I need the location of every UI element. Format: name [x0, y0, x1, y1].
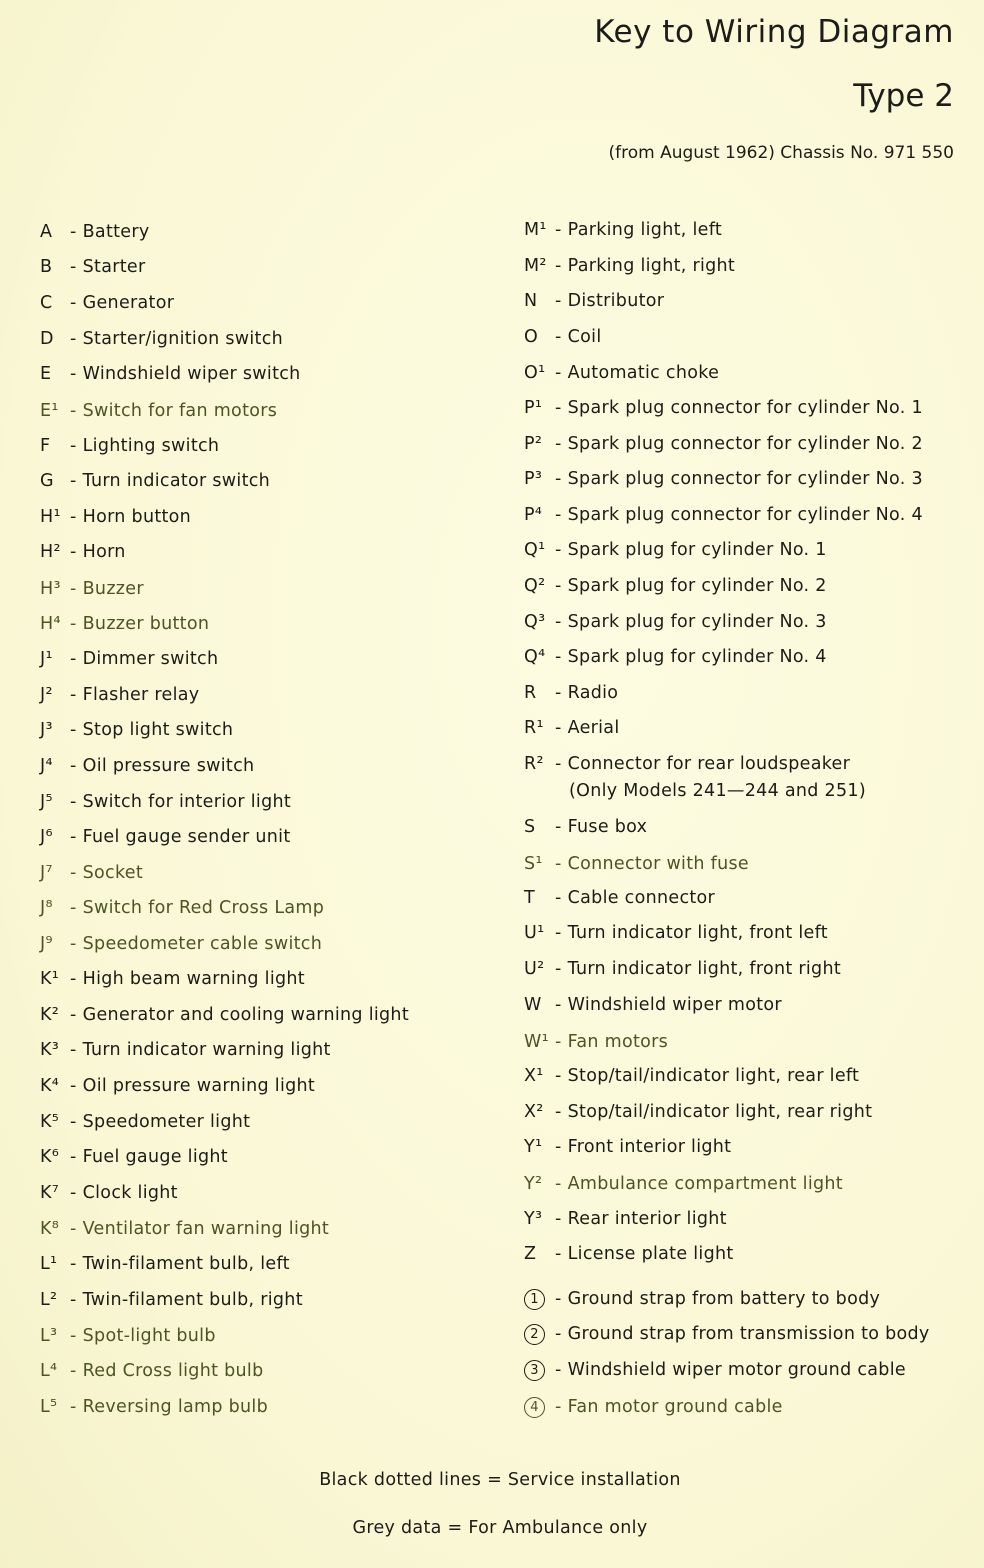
key-code: M²	[524, 256, 547, 276]
key-dash: -	[70, 1397, 77, 1417]
key-dash: -	[70, 1147, 77, 1167]
key-label: Aerial	[567, 718, 620, 738]
key-code: J¹	[40, 649, 53, 669]
key-label: Horn	[82, 542, 126, 562]
key-code: L¹	[40, 1254, 58, 1274]
key-entry	[524, 1396, 783, 1418]
key-code: J⁹	[40, 934, 53, 954]
key-code: K⁷	[40, 1183, 60, 1203]
key-label: Turn indicator light, front left	[567, 923, 828, 943]
key-dash: -	[70, 969, 77, 989]
key-code: J⁷	[40, 863, 53, 883]
key-entry	[524, 1288, 880, 1310]
key-dash: -	[70, 1326, 77, 1346]
key-dash: -	[555, 1397, 562, 1417]
key-dash: -	[555, 718, 562, 738]
key-code: Y¹	[524, 1137, 543, 1157]
key-dash: -	[70, 827, 77, 847]
key-entry	[40, 648, 218, 670]
key-dash: -	[555, 469, 562, 489]
key-code: L³	[40, 1326, 58, 1346]
key-dash: -	[555, 817, 562, 837]
key-code	[524, 1359, 555, 1381]
key-label: Distributor	[567, 291, 665, 311]
key-label: Fan motors	[567, 1032, 669, 1052]
key-code: W¹	[524, 1032, 549, 1052]
key-label: Spark plug for cylinder No. 3	[567, 612, 827, 632]
page-title: Key to Wiring Diagram	[594, 14, 954, 50]
key-code: P²	[524, 434, 543, 454]
key-code: D	[40, 329, 54, 349]
key-dash: -	[70, 614, 77, 634]
key-label: Automatic choke	[567, 363, 720, 383]
key-code: K⁴	[40, 1076, 60, 1096]
key-label: Connector with fuse	[567, 854, 749, 874]
key-entry	[524, 397, 923, 419]
key-label: Rear interior light	[567, 1209, 727, 1229]
key-label: Spark plug connector for cylinder No. 1	[567, 398, 923, 418]
key-entry	[40, 578, 144, 600]
key-code: H²	[40, 542, 61, 562]
key-entry	[524, 255, 735, 277]
key-code: Q¹	[524, 540, 546, 560]
key-code: B	[40, 257, 53, 277]
key-code: P³	[524, 469, 543, 489]
key-label: Twin-filament bulb, right	[82, 1290, 303, 1310]
key-code: L⁵	[40, 1397, 58, 1417]
key-code	[524, 1288, 555, 1310]
key-label: Battery	[82, 222, 150, 242]
key-label: Parking light, left	[567, 220, 723, 240]
key-dash: -	[555, 256, 562, 276]
key-label: Speedometer cable switch	[82, 934, 323, 954]
key-dash: -	[555, 1324, 562, 1344]
key-entry	[40, 1039, 331, 1061]
legend-grey-data: Grey data = For Ambulance only	[352, 1518, 648, 1538]
key-entry	[40, 1360, 264, 1382]
key-dash: -	[70, 1040, 77, 1060]
key-entry	[524, 468, 923, 490]
key-code: L⁴	[40, 1361, 58, 1381]
key-dash: -	[555, 1137, 562, 1157]
key-entry	[40, 541, 126, 563]
key-code: H³	[40, 579, 61, 599]
key-entry	[524, 853, 749, 875]
key-dash: -	[70, 863, 77, 883]
key-dash: -	[555, 363, 562, 383]
key-dash: -	[555, 540, 562, 560]
key-label: Fuse box	[567, 817, 648, 837]
key-dash: -	[555, 291, 562, 311]
key-label: Twin-filament bulb, left	[82, 1254, 290, 1274]
key-dash: -	[70, 293, 77, 313]
key-label: Clock light	[82, 1183, 178, 1203]
key-entry	[40, 684, 199, 706]
key-entry	[524, 646, 827, 668]
key-entry	[524, 1208, 727, 1230]
key-code: S¹	[524, 854, 543, 874]
key-dash: -	[70, 222, 77, 242]
key-code: Y³	[524, 1209, 543, 1229]
key-label: Switch for Red Cross Lamp	[82, 898, 325, 918]
key-code: K⁶	[40, 1147, 60, 1167]
key-label: Switch for interior light	[82, 792, 292, 812]
key-code: S	[524, 817, 536, 837]
key-entry	[40, 221, 150, 243]
key-entry	[524, 887, 715, 909]
key-entry	[524, 753, 866, 802]
key-dash: -	[70, 401, 77, 421]
key-dash: -	[555, 505, 562, 525]
key-entry	[524, 219, 722, 241]
key-dash: -	[555, 434, 562, 454]
page-subtitle: Type 2	[853, 78, 954, 114]
key-entry	[524, 1101, 872, 1123]
key-dash: -	[70, 507, 77, 527]
key-dash: -	[555, 1032, 562, 1052]
key-code: J⁶	[40, 827, 53, 847]
key-code: J⁴	[40, 756, 53, 776]
key-entry	[40, 613, 209, 635]
key-dash: -	[70, 471, 77, 491]
key-code: K⁵	[40, 1112, 60, 1132]
key-code: U²	[524, 959, 545, 979]
key-entry	[40, 470, 270, 492]
key-code: C	[40, 293, 53, 313]
key-code: Q³	[524, 612, 546, 632]
key-entry	[524, 1173, 843, 1195]
key-dash: -	[70, 542, 77, 562]
key-entry	[524, 611, 827, 633]
key-dash: -	[555, 888, 562, 908]
key-dash: -	[555, 1244, 562, 1264]
key-entry	[524, 433, 923, 455]
key-code: L²	[40, 1290, 58, 1310]
key-label: Spark plug for cylinder No. 4	[567, 647, 827, 667]
key-entry	[40, 1253, 290, 1275]
key-code: G	[40, 471, 54, 491]
key-code: W	[524, 995, 542, 1015]
key-dash: -	[70, 329, 77, 349]
key-label: Spot-light bulb	[82, 1326, 216, 1346]
key-label: Windshield wiper switch	[82, 364, 301, 384]
key-code: X²	[524, 1102, 544, 1122]
key-label: High beam warning light	[82, 969, 305, 989]
key-dash: -	[70, 685, 77, 705]
key-label: Buzzer button	[82, 614, 210, 634]
key-label: Parking light, right	[567, 256, 736, 276]
key-label: Spark plug connector for cylinder No. 2	[567, 434, 923, 454]
key-label: Radio	[567, 683, 619, 703]
key-entry	[40, 256, 145, 278]
key-entry	[40, 1218, 329, 1240]
key-label: Front interior light	[567, 1137, 732, 1157]
key-dash: -	[70, 364, 77, 384]
key-code: J³	[40, 720, 53, 740]
key-entry	[40, 968, 305, 990]
key-dash: -	[555, 959, 562, 979]
key-entry	[524, 717, 620, 739]
key-label: Oil pressure warning light	[82, 1076, 316, 1096]
key-dash: -	[555, 754, 562, 774]
key-dash: -	[70, 1112, 77, 1132]
key-code: O	[524, 327, 539, 347]
key-label: Red Cross light bulb	[82, 1361, 264, 1381]
key-code: U¹	[524, 923, 545, 943]
circled-number: 1	[524, 1289, 545, 1310]
key-dash: -	[555, 327, 562, 347]
key-label: Ground strap from transmission to body	[567, 1324, 930, 1344]
key-dash: -	[70, 1290, 77, 1310]
key-entry	[40, 292, 174, 314]
key-dash: -	[70, 792, 77, 812]
key-dash: -	[555, 1066, 562, 1086]
key-label: Oil pressure switch	[82, 756, 255, 776]
key-dash: -	[555, 220, 562, 240]
key-label: Coil	[567, 327, 602, 347]
key-dash: -	[555, 1289, 562, 1309]
key-label: Ambulance compartment light	[567, 1174, 843, 1194]
circled-number: 4	[524, 1397, 545, 1418]
key-label: Fan motor ground cable	[567, 1397, 783, 1417]
key-entry	[40, 435, 219, 457]
key-entry	[40, 933, 322, 955]
key-entry	[524, 539, 827, 561]
key-label: Cable connector	[567, 888, 716, 908]
key-code: M¹	[524, 220, 547, 240]
circled-number: 3	[524, 1360, 545, 1381]
key-entry	[40, 1146, 228, 1168]
key-dash: -	[70, 1076, 77, 1096]
key-entry	[40, 1075, 315, 1097]
key-label: Connector for rear loudspeaker	[567, 754, 851, 774]
key-code: P⁴	[524, 505, 543, 525]
key-label: Horn button	[82, 507, 192, 527]
key-label-continued: (Only Models 241—244 and 251)	[569, 781, 866, 801]
key-entry	[524, 1359, 906, 1381]
key-label: Switch for fan motors	[82, 401, 278, 421]
key-code: J²	[40, 685, 53, 705]
key-code: O¹	[524, 363, 546, 383]
key-dash: -	[70, 1183, 77, 1203]
key-entry	[524, 816, 647, 838]
key-label: Fuel gauge sender unit	[82, 827, 291, 847]
key-entry	[40, 719, 233, 741]
circled-number: 2	[524, 1324, 545, 1345]
key-entry	[524, 326, 601, 348]
key-code	[524, 1323, 555, 1345]
key-entry	[40, 755, 254, 777]
key-code: E	[40, 364, 52, 384]
key-label: Socket	[82, 863, 144, 883]
key-code: R	[524, 683, 537, 703]
key-entry	[524, 1243, 734, 1265]
key-code: X¹	[524, 1066, 544, 1086]
key-label: Buzzer	[82, 579, 144, 599]
key-code: Y²	[524, 1174, 543, 1194]
key-code: Q²	[524, 576, 546, 596]
key-code: Q⁴	[524, 647, 546, 667]
key-label: Spark plug connector for cylinder No. 3	[567, 469, 923, 489]
key-dash: -	[555, 612, 562, 632]
key-label: Stop light switch	[82, 720, 234, 740]
key-dash: -	[70, 898, 77, 918]
key-code: J⁸	[40, 898, 53, 918]
key-dash: -	[555, 1360, 562, 1380]
key-label: Lighting switch	[82, 436, 220, 456]
key-entry	[40, 400, 277, 422]
key-dash: -	[70, 756, 77, 776]
key-entry	[40, 506, 191, 528]
key-label: Fuel gauge light	[82, 1147, 228, 1167]
key-dash: -	[555, 576, 562, 596]
key-entry	[524, 1031, 668, 1053]
key-label: Windshield wiper motor ground cable	[567, 1360, 906, 1380]
key-label: Spark plug for cylinder No. 1	[567, 540, 827, 560]
key-entry	[524, 682, 618, 704]
key-entry	[40, 897, 324, 919]
key-dash: -	[70, 649, 77, 669]
key-dash: -	[555, 398, 562, 418]
key-dash: -	[70, 1254, 77, 1274]
key-dash: -	[70, 934, 77, 954]
chassis-note: (from August 1962) Chassis No. 971 550	[608, 143, 954, 163]
key-entry	[40, 363, 301, 385]
key-code: P¹	[524, 398, 543, 418]
key-dash: -	[555, 1102, 562, 1122]
key-dash: -	[70, 579, 77, 599]
key-label: License plate light	[567, 1244, 734, 1264]
key-entry	[40, 791, 291, 813]
key-label: Dimmer switch	[82, 649, 219, 669]
key-code: K⁸	[40, 1219, 60, 1239]
key-label: Reversing lamp bulb	[82, 1397, 268, 1417]
key-code	[524, 1396, 555, 1418]
key-entry	[40, 1111, 250, 1133]
key-code: J⁵	[40, 792, 53, 812]
key-code: Z	[524, 1244, 537, 1264]
key-code: R¹	[524, 718, 544, 738]
key-dash: -	[555, 854, 562, 874]
key-code: A	[40, 222, 53, 242]
key-code: H¹	[40, 507, 61, 527]
key-label: Turn indicator light, front right	[567, 959, 842, 979]
key-label: Spark plug connector for cylinder No. 4	[567, 505, 923, 525]
key-code: T	[524, 888, 535, 908]
key-label: Generator	[82, 293, 175, 313]
key-code: R²	[524, 754, 544, 774]
key-label: Starter/ignition switch	[82, 329, 284, 349]
key-code: K³	[40, 1040, 60, 1060]
key-label: Spark plug for cylinder No. 2	[567, 576, 827, 596]
key-dash: -	[70, 1005, 77, 1025]
key-label: Stop/tail/indicator light, rear right	[567, 1102, 873, 1122]
key-label: Speedometer light	[82, 1112, 251, 1132]
key-entry	[524, 575, 827, 597]
key-dash: -	[555, 1174, 562, 1194]
key-label: Windshield wiper motor	[567, 995, 782, 1015]
key-entry	[40, 1182, 178, 1204]
key-dash: -	[555, 647, 562, 667]
key-code: E¹	[40, 401, 59, 421]
key-dash: -	[70, 436, 77, 456]
key-label: Turn indicator warning light	[82, 1040, 331, 1060]
key-dash: -	[555, 923, 562, 943]
key-entry	[524, 958, 841, 980]
key-code: H⁴	[40, 614, 61, 634]
key-label: Stop/tail/indicator light, rear left	[567, 1066, 860, 1086]
key-label: Ground strap from battery to body	[567, 1289, 881, 1309]
key-entry	[524, 290, 664, 312]
key-code: N	[524, 291, 538, 311]
key-label: Starter	[82, 257, 146, 277]
key-dash: -	[555, 995, 562, 1015]
key-label: Flasher relay	[82, 685, 200, 705]
key-entry	[524, 1323, 930, 1345]
key-code: K²	[40, 1005, 60, 1025]
key-code: K¹	[40, 969, 60, 989]
key-label: Ventilator fan warning light	[82, 1219, 330, 1239]
key-dash: -	[70, 1361, 77, 1381]
key-entry	[40, 1325, 216, 1347]
key-dash: -	[70, 1219, 77, 1239]
key-entry	[40, 1289, 303, 1311]
key-dash: -	[70, 720, 77, 740]
key-entry	[524, 504, 923, 526]
key-code: F	[40, 436, 51, 456]
key-entry	[524, 1065, 859, 1087]
key-label: Generator and cooling warning light	[82, 1005, 409, 1025]
key-label: Turn indicator switch	[82, 471, 271, 491]
key-entry	[40, 826, 291, 848]
key-dash: -	[555, 1209, 562, 1229]
legend-dotted-lines: Black dotted lines = Service installation	[319, 1470, 681, 1490]
key-entry	[524, 1136, 731, 1158]
key-entry	[524, 994, 782, 1016]
key-entry	[40, 1396, 268, 1418]
key-entry	[40, 862, 143, 884]
key-dash: -	[555, 683, 562, 703]
key-entry	[524, 362, 719, 384]
key-dash: -	[70, 257, 77, 277]
key-entry	[524, 922, 828, 944]
key-entry	[40, 328, 283, 350]
key-entry	[40, 1004, 409, 1026]
